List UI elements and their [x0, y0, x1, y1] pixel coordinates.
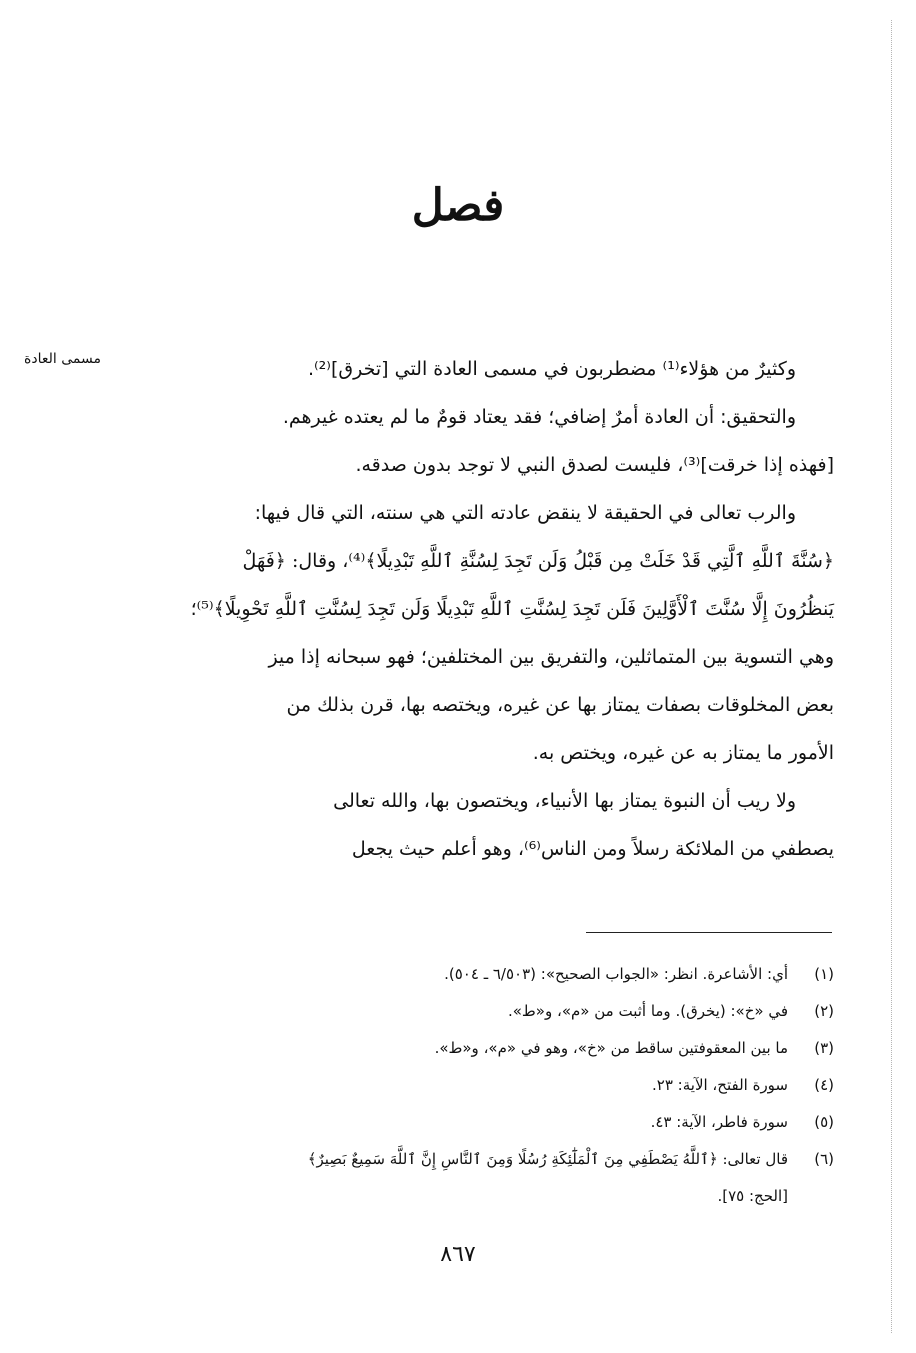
footnote-separator — [586, 932, 832, 933]
text-line: الأمور ما يمتاز به عن غيره، ويختص به. — [532, 742, 834, 764]
footnote-number: (٥) — [814, 1113, 834, 1131]
margin-note: مسمى العادة — [24, 351, 101, 367]
text-line: يصطفي من الملائكة رسلاً ومن الناس⁽⁶⁾، وهو أعلم حيث يجعل — [351, 838, 834, 860]
text-line: والرب تعالى في الحقيقة لا ينقض عادته التي هي سنته، التي قال فيها: — [254, 502, 796, 524]
text-line: ولا ريب أن النبوة يمتاز بها الأنبياء، ويختصون بها، والله تعالى — [333, 790, 796, 812]
verse-line: ﴿سُنَّةَ ٱللَّهِ ٱلَّتِي قَدْ خَلَتْ مِن قَبْلُ وَلَن تَجِدَ لِسُنَّةِ ٱللَّهِ تَبْدِيلًا﴾⁽⁴⁾، وقال: ﴿فَهَلْ — [242, 550, 834, 572]
footnotes — [118, 956, 834, 1215]
footnote-number: (١) — [814, 965, 834, 983]
footnote-number: (٤) — [814, 1076, 834, 1094]
footnote-text: في «خ»: (يخرق). وما أثبت من «م»، و«ط». — [507, 1002, 788, 1020]
footnote-text: أي: الأشاعرة. انظر: «الجواب الصحيح»: (٦/٥٠٣ ـ ٥٠٤). — [444, 965, 788, 983]
footnote-continuation: [الحج: ٧٥]. — [717, 1187, 788, 1205]
footnote — [118, 993, 834, 1030]
text-line: والتحقيق: أن العادة أمرٌ إضافي؛ فقد يعتاد قومٌ ما لم يعتده غيرهم. — [282, 406, 796, 428]
footnote — [118, 1104, 834, 1141]
text-line: وكثيرٌ من هؤلاء⁽¹⁾ مضطربون في مسمى العادة التي [تخرق]⁽²⁾. — [307, 358, 796, 380]
main-text — [118, 345, 834, 873]
footnote-text: ما بين المعقوفتين ساقط من «خ»، وهو في «م»، و«ط». — [434, 1039, 788, 1057]
footnote-text: قال تعالى: ﴿ٱللَّهُ يَصْطَفِي مِنَ ٱلْمَلَٰٓئِكَةِ رُسُلًا وَمِنَ ٱلنَّاسِ إِنَّ ٱللَّهَ سَمِيعٌ بَصِيرٌ﴾ — [307, 1150, 788, 1168]
footnote — [118, 956, 834, 993]
text-line: بعض المخلوقات بصفات يمتاز بها عن غيره، ويختصه بها، قرن بذلك من — [286, 694, 834, 716]
verse-line: يَنظُرُونَ إِلَّا سُنَّتَ ٱلْأَوَّلِينَ فَلَن تَجِدَ لِسُنَّتِ ٱللَّهِ تَبْدِيلًا وَلَن تَجِدَ لِسُنَّتِ ٱللَّهِ تَحْوِيلًا﴾⁽⁵⁾؛ — [190, 598, 834, 620]
footnote-number: (٣) — [814, 1039, 834, 1057]
section-heading: فصل — [411, 180, 505, 231]
footnote — [118, 1030, 834, 1067]
footnote-number: (٦) — [814, 1150, 834, 1168]
footnote — [118, 1067, 834, 1104]
text-line: [فهذه إذا خرقت]⁽³⁾، فليست لصدق النبي لا توجد بدون صدقه. — [355, 454, 834, 476]
text-line: وهي التسوية بين المتماثلين، والتفريق بين المختلفين؛ فهو سبحانه إذا ميز — [268, 646, 834, 668]
footnote-text: سورة الفتح، الآية: ٢٣. — [652, 1076, 788, 1094]
footnote-text: سورة فاطر، الآية: ٤٣. — [650, 1113, 788, 1131]
footnote — [118, 1141, 834, 1178]
page-number: ٨٦٧ — [440, 1242, 476, 1267]
footnote-number: (٢) — [814, 1002, 834, 1020]
